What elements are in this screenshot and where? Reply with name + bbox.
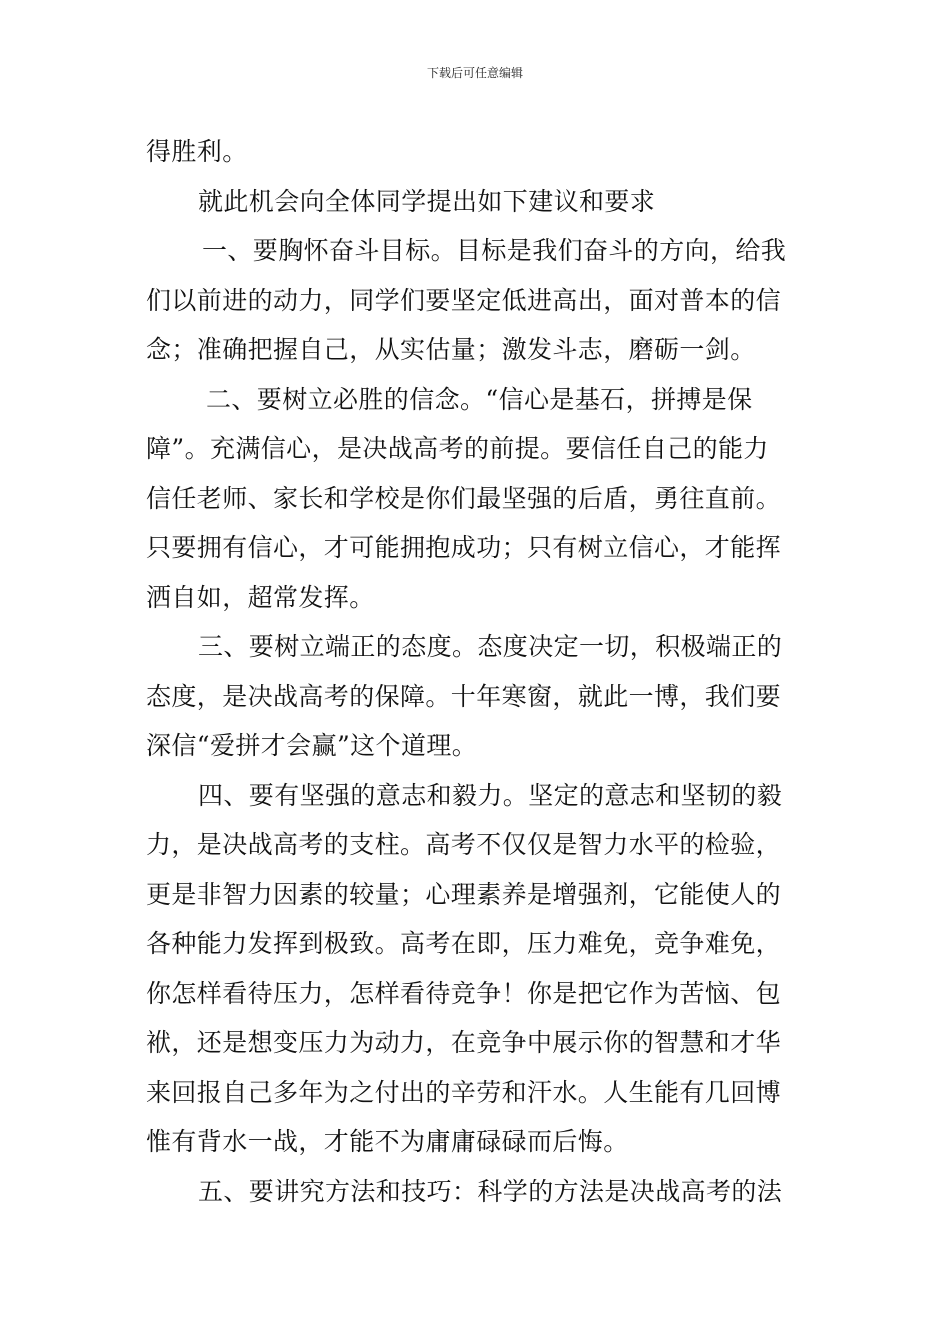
text-line: 更是非智力因素的较量；心理素养是增强剂，它能使人的 (146, 879, 782, 909)
text-line: 力，是决战高考的支柱。高考不仅仅是智力水平的检验， (146, 830, 782, 859)
text-line: 只要拥有信心，才可能拥抱成功；只有树立信心，才能挥 (146, 533, 782, 562)
text-line: 三、要树立端正的态度。态度决定一切，积极端正的 (198, 632, 783, 661)
text-line: 各种能力发挥到极致。高考在即，压力难免，竞争难免， (146, 929, 782, 958)
text-line: 洒自如，超常发挥。 (146, 582, 375, 612)
text-line: 信任老师、家长和学校是你们最坚强的后盾，勇往直前。 (146, 483, 782, 513)
text-line: 障”。充满信心，是决战高考的前提。要信任自己的能力 (146, 434, 769, 463)
text-line: 袱，还是想变压力为动力，在竞争中展示你的智慧和才华 (146, 1028, 782, 1057)
text-line: 来回报自己多年为之付出的辛劳和汗水。人生能有几回博 (146, 1077, 782, 1107)
text-line: 五、要讲究方法和技巧：科学的方法是决战高考的法 (198, 1176, 783, 1206)
document-body (146, 127, 814, 1216)
text-line: 就此机会向全体同学提出如下建议和要求 (198, 186, 656, 216)
text-line: 惟有背水一战，才能不为庸庸碌碌而后悔。 (146, 1127, 629, 1156)
text-line: 一、要胸怀奋斗目标。目标是我们奋斗的方向，给我 (202, 236, 787, 265)
text-line: 你怎样看待压力，怎样看待竞争！你是把它作为苦恼、包 (146, 978, 782, 1008)
text-line: 得胜利。 (146, 137, 248, 166)
text-line: 深信“爱拼才会赢”这个道理。 (146, 731, 478, 760)
text-line: 念；准确把握自己，从实估量；激发斗志，磨砺一剑。 (146, 335, 756, 364)
text-line: 四、要有坚强的意志和毅力。坚定的意志和坚韧的毅 (198, 780, 783, 810)
page-header: 下载后可任意编辑 (426, 66, 523, 80)
text-line: 二、要树立必胜的信念。“信心是基石，拼搏是保 (206, 384, 753, 414)
text-line: 态度，是决战高考的保障。十年寒窗，就此一博，我们要 (146, 681, 782, 711)
text-line: 们以前进的动力，同学们要坚定低进高出，面对普本的信 (146, 285, 782, 315)
